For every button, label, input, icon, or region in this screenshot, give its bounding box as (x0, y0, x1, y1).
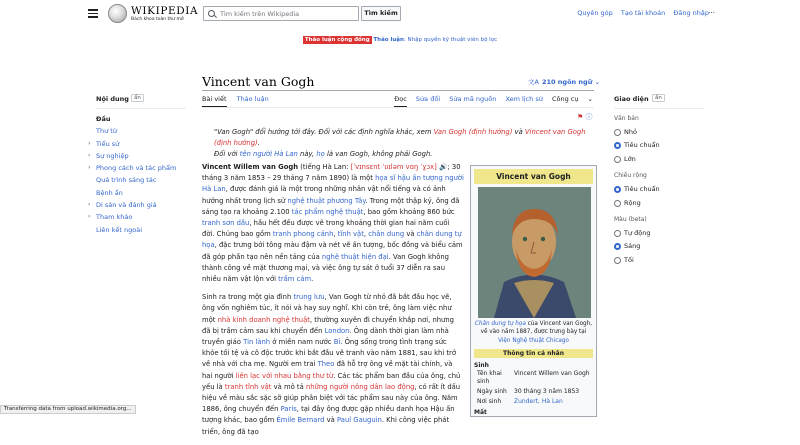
header (0, 0, 800, 28)
radio-text-large[interactable] (614, 153, 704, 166)
search-box (203, 6, 359, 21)
title-divider (202, 90, 594, 91)
search-icon (208, 10, 215, 17)
text: , thường xuyên đi chuyển khắp nơi, nhưng đã bị trầm cảm sau khi chuyển đến (202, 315, 454, 335)
text: , Van Gogh từ nhỏ đã bắt đầu học vẽ, ông vốn nghiêm túc, ít nói và hay suy nghĩ. Khi còn trẻ, ông làm việc như một (202, 293, 452, 324)
caption-link[interactable]: Viện Nghệ thuật Chicago (498, 337, 569, 344)
logo-tagline: Bách khoa toàn thư mở (131, 17, 184, 22)
hatnote-link[interactable]: Van Gogh (định hướng) (433, 128, 513, 136)
infobox-row (471, 397, 596, 407)
view-tabs (387, 95, 593, 103)
radio-label: Sáng (624, 242, 641, 251)
radio-color-auto[interactable] (614, 227, 704, 240)
radio-button[interactable] (614, 129, 621, 136)
info-icon[interactable]: ⓘ (585, 113, 593, 121)
link[interactable]: liên lạc với nhau bằng thư từ (235, 371, 334, 380)
radio-label: Nhỏ (624, 128, 637, 136)
text: . (311, 275, 314, 284)
infobox-value: 30 tháng 3 năm 1853 (514, 387, 580, 395)
radio-button[interactable] (614, 142, 621, 149)
radio-label: Tự động (624, 228, 651, 237)
radio-color-light[interactable] (614, 240, 704, 253)
link[interactable]: Bỉ (333, 338, 341, 347)
tab-tools[interactable]: Công cụ (551, 95, 579, 103)
tab-article[interactable]: Bài viết (202, 95, 227, 107)
radio-button[interactable] (614, 186, 621, 193)
site-notice (0, 37, 800, 43)
caption-text: của Vincent van Gogh, vẽ vào năm 1887, được trưng bày tại (480, 321, 593, 336)
infobox-caption (471, 318, 596, 347)
text: . Van Gogh không thành công về mặt thương mại, và việc ông tự sát ở tuổi 37 diễn ra sau nhiều năm vật lộn với (202, 252, 449, 284)
toc-item-label: Phong cách và tác phẩm (96, 164, 177, 173)
hatnote-link[interactable]: tên người Hà Lan (239, 149, 298, 158)
link[interactable]: trầm cảm (278, 275, 312, 284)
radio-label: Rộng (624, 198, 641, 207)
link[interactable]: tác phẩm nghệ thuật (291, 207, 364, 216)
subject-name: Vincent Willem van Gogh (202, 163, 299, 171)
text: , bao gồm khoảng 860 bức (363, 207, 455, 216)
link[interactable]: nhà kinh doanh nghệ thuật (217, 315, 310, 324)
toc-item-references[interactable] (88, 211, 186, 223)
more-options-icon[interactable]: ··· (708, 9, 715, 17)
toc-item-style[interactable] (88, 162, 186, 174)
tab-read[interactable]: Đọc (394, 95, 407, 107)
text: , hầu hết đều được vẽ trong khoảng thời gian hai năm cuối đời. Chúng bao gồm (202, 219, 450, 239)
infobox-row (471, 387, 596, 397)
toc-item-process[interactable]: Quá trình sáng tác (96, 176, 157, 185)
toc-item-career[interactable] (88, 150, 186, 162)
infobox-key: Ngày sinh (477, 387, 507, 395)
text: . Các tác phẩm ban đầu của ông, chủ yếu là (202, 371, 461, 391)
tab-talk[interactable]: Thảo luận (236, 95, 269, 103)
link[interactable]: tranh sơn dầu (202, 219, 250, 228)
notice-text[interactable]: : Nhập quyền kỹ thuật viên bộ lọc (403, 37, 498, 43)
toc-item-biography[interactable] (88, 138, 186, 150)
link[interactable]: Paul Gauguin (336, 416, 382, 425)
hatnote-text: "Van Gogh" đổi hướng tới đây. Đối với các định nghĩa khác, xem (214, 128, 434, 136)
link[interactable]: nghệ thuật phương Tây (287, 196, 366, 205)
paragraph-second (202, 292, 464, 438)
text: . Trong một thập kỷ, ông đã sáng tạo ra khoảng 2.100 (202, 196, 460, 216)
infobox-section-header: Thông tin cá nhân (474, 349, 593, 358)
caption-link[interactable]: Chân dung tự họa (474, 321, 526, 327)
radio-text-small[interactable] (614, 126, 704, 139)
radio-label: Tiêu chuẩn (624, 185, 660, 194)
tab-edit-source[interactable]: Sửa mã nguồn (449, 95, 497, 103)
radio-label: Tiêu chuẩn (624, 141, 660, 150)
radio-button[interactable] (614, 156, 621, 163)
toc-divider (96, 108, 186, 109)
infobox-key: Tên khai sinh (477, 369, 502, 385)
text: (tiếng Hà Lan: (298, 163, 351, 171)
infobox (470, 165, 597, 417)
donate-link[interactable]: Quyên góp (577, 9, 613, 17)
text-size-label: Văn bản (614, 115, 639, 122)
toc-item-label: Tham khảo (96, 213, 133, 222)
appearance-divider (614, 108, 704, 109)
text: . Ông dành thời gian làm nhà truyền giáo (202, 326, 449, 347)
text: , (333, 230, 338, 239)
status-bar: Transferring data from upload.wikimedia.org... (0, 405, 136, 414)
toc-heading (96, 95, 186, 105)
radio-label: Lớn (624, 154, 636, 163)
paragraph-lead (202, 162, 464, 285)
infobox-value: Vincent Willem van Gogh (514, 369, 590, 377)
link[interactable]: Paris (280, 405, 297, 414)
personal-tools (571, 9, 709, 17)
link[interactable]: Theo (317, 360, 335, 369)
notice-badge[interactable]: Thảo luận cộng đồng (304, 37, 370, 43)
text: và mô tả (271, 382, 306, 391)
chevron-right-icon[interactable]: › (88, 164, 91, 172)
translate-icon: 文A (528, 78, 539, 86)
radio-width-standard[interactable] (614, 183, 704, 196)
link[interactable]: tranh phong cảnh (272, 230, 334, 239)
ipa-link[interactable]: [ˈvɪnsɛnt ˈʋɪləm vɑŋ ˈɣɔx] (350, 163, 437, 171)
tabs-divider (202, 107, 594, 108)
text: . Khi công việc phát triển, ông đã tạo (202, 416, 450, 436)
toc-item-label: Sự nghiệp (96, 151, 129, 160)
namespace-tabs (202, 95, 277, 103)
text: Sinh ra trong một gia đình (202, 293, 294, 302)
toc-item-label: Di sản và đánh giá (96, 201, 157, 210)
radio-button[interactable] (614, 243, 621, 250)
link[interactable]: tĩnh vật (337, 230, 364, 239)
text: , đặc trưng bởi tông màu đậm và nét vẽ ấn tượng, bốc đồng và biểu cảm đã góp phần tạo nên nền tảng của (202, 241, 463, 261)
chevron-right-icon[interactable]: › (88, 151, 91, 159)
toc-heading-label: Nội dung (96, 95, 129, 103)
infobox-value[interactable]: Zundert, Hà Lan (514, 397, 563, 405)
text: , có rất ít dấu hiệu về màu sắc sặc sỡ giúp phân biệt với tác phẩm sau này của ông. Năm 1886, ông chuyển đến (202, 382, 461, 414)
radio-text-standard[interactable] (614, 139, 704, 152)
link[interactable]: Émile Bernard (276, 416, 325, 425)
search-input[interactable] (220, 9, 355, 19)
hatnote (214, 127, 594, 159)
wikipedia-globe-logo[interactable] (108, 4, 127, 23)
featured-star-icon[interactable]: ⚑ (577, 113, 584, 121)
appearance-heading-label: Giao diện (614, 95, 649, 103)
tab-edit[interactable]: Sửa đổi (415, 95, 441, 103)
chevron-down-icon: ⌄ (594, 78, 601, 86)
toc-hide-button[interactable]: ẩn (131, 94, 144, 102)
hatnote-link[interactable]: Vincent van Gogh (định hướng) (214, 128, 586, 147)
hatnote-text: này, (297, 149, 317, 158)
toc-item-letters[interactable]: Thư từ (96, 127, 117, 136)
portrait-image[interactable] (474, 187, 593, 318)
language-count: 210 ngôn ngữ (541, 78, 593, 86)
logo-wordmark[interactable]: WIKIPEDIA (131, 5, 199, 17)
appearance-panel (614, 95, 704, 267)
infobox-row-heading: Mất (474, 408, 487, 416)
text: đã hỗ trợ ông về mặt tài chính, và hai người (202, 360, 453, 380)
toc-item-label: Tiểu sử (96, 139, 120, 148)
text: , tại đây ông được gặp nhiều danh họa Hậu ấn tượng khác, bao gồm (202, 405, 455, 425)
infobox-row-heading: Sinh (474, 361, 489, 369)
width-label: Chiều rộng (614, 172, 647, 180)
table-of-contents (88, 95, 186, 236)
radio-color-dark[interactable] (614, 254, 704, 267)
hatnote-link[interactable]: họ (316, 149, 325, 158)
toc-item-illness[interactable]: Bệnh ẩn (96, 188, 123, 197)
text: , (363, 230, 369, 239)
text: ở miền nam nước (270, 338, 334, 347)
link[interactable]: tranh tĩnh vật (224, 382, 272, 391)
hatnote-text: và (512, 128, 525, 136)
notice-label[interactable]: Thảo luận (373, 37, 404, 43)
link[interactable]: nghệ thuật hiện đại (321, 252, 389, 261)
text: ; 30 tháng 3 năm 1853 – 29 tháng 7 năm 1890) là một (202, 163, 461, 183)
hatnote-text: Đối với (214, 149, 240, 158)
page-title: Vincent van Gogh (202, 74, 315, 89)
create-account-link[interactable]: Tạo tài khoản (620, 9, 666, 17)
link[interactable]: trung lưu (293, 293, 325, 302)
infobox-key: Nơi sinh (477, 397, 502, 405)
appearance-hide-button[interactable]: ẩn (652, 94, 665, 102)
search-button[interactable]: Tìm kiếm (361, 6, 401, 21)
radio-button[interactable] (614, 200, 621, 207)
link[interactable]: những người nông dân lao động (305, 382, 415, 391)
chevron-right-icon[interactable]: › (88, 139, 91, 147)
radio-button[interactable] (614, 230, 621, 237)
appearance-heading (614, 95, 704, 105)
toc-item-top[interactable]: Đầu (96, 115, 111, 123)
login-link[interactable]: Đăng nhập (673, 9, 709, 17)
link[interactable]: chân dung (368, 230, 405, 239)
language-button[interactable] (528, 77, 600, 86)
tab-history[interactable]: Xem lịch sử (505, 95, 543, 103)
text: và (404, 230, 417, 239)
article-body (202, 162, 464, 445)
text: , được đánh giá là một trong những nhân vật nổi tiếng và có ảnh hưởng nhất trong lịch sử (202, 185, 446, 205)
infobox-title: Vincent van Gogh (474, 169, 593, 184)
speaker-icon[interactable]: 🔊 (438, 163, 448, 171)
infobox-row (471, 369, 596, 387)
color-label: Màu (beta) (614, 215, 647, 223)
hatnote-text: . (257, 138, 260, 147)
link[interactable]: họa sĩ hậu ấn tượng người Hà Lan (202, 174, 464, 194)
self-portrait-painting (474, 187, 595, 318)
toc-item-legacy[interactable] (88, 199, 186, 211)
main-menu-icon[interactable] (88, 9, 98, 17)
chevron-down-icon: ⌄ (585, 95, 593, 103)
link[interactable]: London (324, 326, 350, 335)
text: . Ông sống trong tình trạng sức khỏe tồi tệ và cô độc trước khi bắt đầu vẽ tranh vào năm 1881, sau khi trở về nhà với cha mẹ. Người em trai (202, 338, 456, 369)
chevron-right-icon[interactable]: › (88, 201, 91, 209)
radio-button[interactable] (614, 257, 621, 264)
hatnote-text: là van Gogh, không phải Gogh. (324, 149, 433, 158)
toc-item-external-links[interactable]: Liên kết ngoài (96, 225, 143, 234)
text: và (324, 416, 337, 425)
radio-width-wide[interactable] (614, 197, 704, 210)
radio-label: Tối (624, 255, 634, 264)
chevron-right-icon[interactable]: › (88, 213, 91, 221)
page-indicators (577, 112, 593, 122)
link[interactable]: Tin lành (243, 338, 271, 347)
link[interactable]: chân dung tự họa (202, 230, 462, 250)
